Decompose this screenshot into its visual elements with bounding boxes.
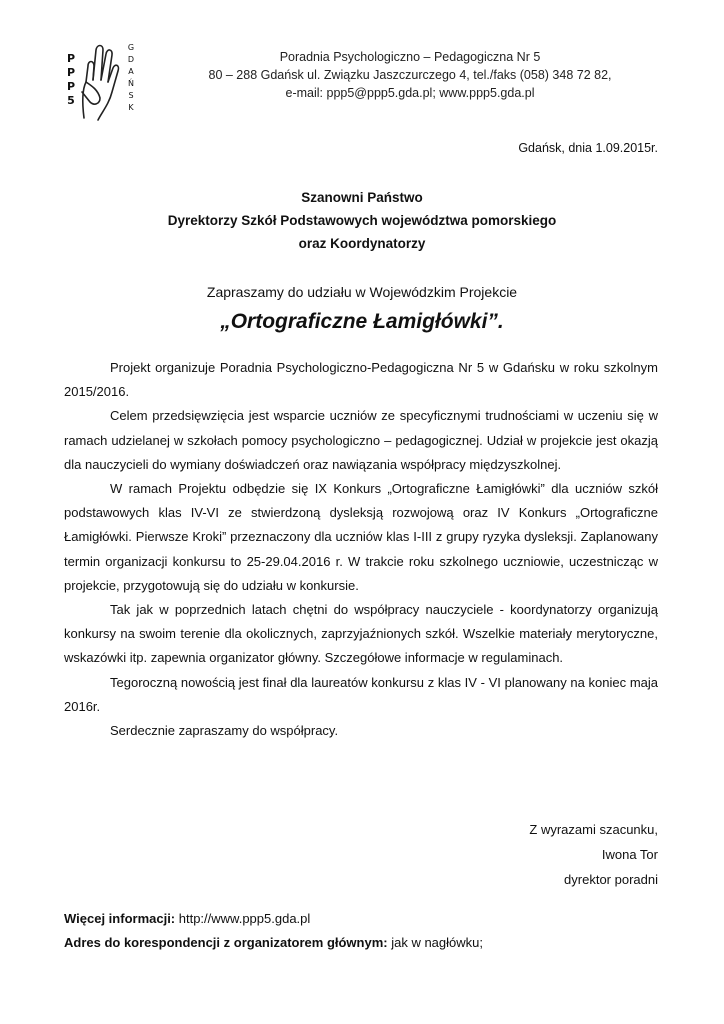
logo-left-letters xyxy=(64,52,78,108)
logo-letter: G xyxy=(127,43,135,52)
logo-letter: D xyxy=(127,55,135,64)
letterhead xyxy=(190,48,630,102)
address-label: Adres do korespondencji z organizatorem głównym: xyxy=(64,935,388,950)
signature-block xyxy=(529,817,658,892)
logo-letter: K xyxy=(128,103,134,112)
letter-date: Gdańsk, dnia 1.09.2015r. xyxy=(518,141,658,155)
letterhead-institution: Poradnia Psychologiczno – Pedagogiczna Nr 5 xyxy=(279,50,541,64)
signature-name: Iwona Tor xyxy=(601,847,658,862)
body-paragraph: Tegoroczną nowością jest finał dla laureatów konkursu z klas IV - VI planowany na koniec maja 2016r. xyxy=(64,674,658,714)
project-title: „Ortograficzne Łamigłówki”. xyxy=(220,310,504,333)
body-paragraph: Projekt organizuje Poradnia Psychologiczno-Pedagogiczna Nr 5 w Gdańsku w roku szkolnym 2015/2016. xyxy=(64,360,658,400)
hand-icon xyxy=(78,40,122,124)
logo-letter: 5 xyxy=(67,94,75,107)
salutation-line: Dyrektorzy Szkół Podstawowych województwa pomorskiego xyxy=(167,213,557,228)
logo-right-letters xyxy=(126,42,136,114)
salutation xyxy=(0,186,724,255)
logo-letter: P xyxy=(66,80,76,93)
logo-letter: Ń xyxy=(128,79,134,88)
letterhead-contact: e-mail: ppp5@ppp5.gda.pl; www.ppp5.gda.pl xyxy=(285,86,535,100)
signature-role: dyrektor poradni xyxy=(564,872,658,887)
body-paragraph: Serdecznie zapraszamy do współpracy. xyxy=(110,723,339,739)
salutation-line: oraz Koordynatorzy xyxy=(298,236,426,251)
ppp5-logo xyxy=(64,40,154,124)
letter-body xyxy=(64,356,658,743)
address-value: jak w nagłówku; xyxy=(387,935,483,950)
invitation-line: Zapraszamy do udziału w Wojewódzkim Projekcie xyxy=(206,284,518,300)
letterhead-address: 80 – 288 Gdańsk ul. Związku Jaszczurczego 4, tel./faks (058) 348 72 82, xyxy=(208,68,612,82)
footer-info xyxy=(64,907,483,955)
more-info-label: Więcej informacji: xyxy=(64,911,176,926)
address-line xyxy=(64,931,483,955)
body-paragraph: W ramach Projektu odbędzie się IX Konkurs „Ortograficzne Łamigłówki” dla uczniów szkół podstawowych klas IV-VI ze stwierdzoną dysleksją rozwojową oraz IV Konkurs „Ortograficzne Łamigłówki. Pierwsze Kroki” przeznaczony dla uczniów klas I-III z grupy ryzyka dysleksji. Zaplanowany termin organizacji konkursu to 25-29.04.2016 r. W trakcie roku szkolnego uczniowie, uczestnicząc w projekcie, przygotowują się do udziału w konkursie. xyxy=(64,481,658,593)
signature-closing: Z wyrazami szacunku, xyxy=(529,822,658,837)
logo-letter: P xyxy=(66,52,76,65)
more-info-link[interactable]: http://www.ppp5.gda.pl xyxy=(175,911,311,926)
more-info-line xyxy=(64,907,483,931)
body-paragraph: Celem przedsięwzięcia jest wsparcie uczniów ze specyficznymi trudnościami w uczeniu się w ramach udzielanej w szkołach pomocy psychologiczno – pedagogicznej. Udział w projekcie jest okazją dla nauczycieli do wymiany doświadczeń oraz nawiązania współpracy międzyszkolnej. xyxy=(64,408,658,472)
salutation-line: Szanowni Państwo xyxy=(301,190,423,205)
logo-letter: P xyxy=(66,66,76,79)
logo-letter: A xyxy=(128,67,134,76)
logo-letter: S xyxy=(128,91,134,100)
body-paragraph: Tak jak w poprzednich latach chętni do współpracy nauczyciele - koordynatorzy organizują konkursy na swoim terenie dla okolicznych, zaprzyjaźnionych szkół. Wszelkie materiały merytoryczne, wskazówki itp. zapewnia organizator główny. Szczegółowe informacje w regulaminach. xyxy=(64,602,658,666)
